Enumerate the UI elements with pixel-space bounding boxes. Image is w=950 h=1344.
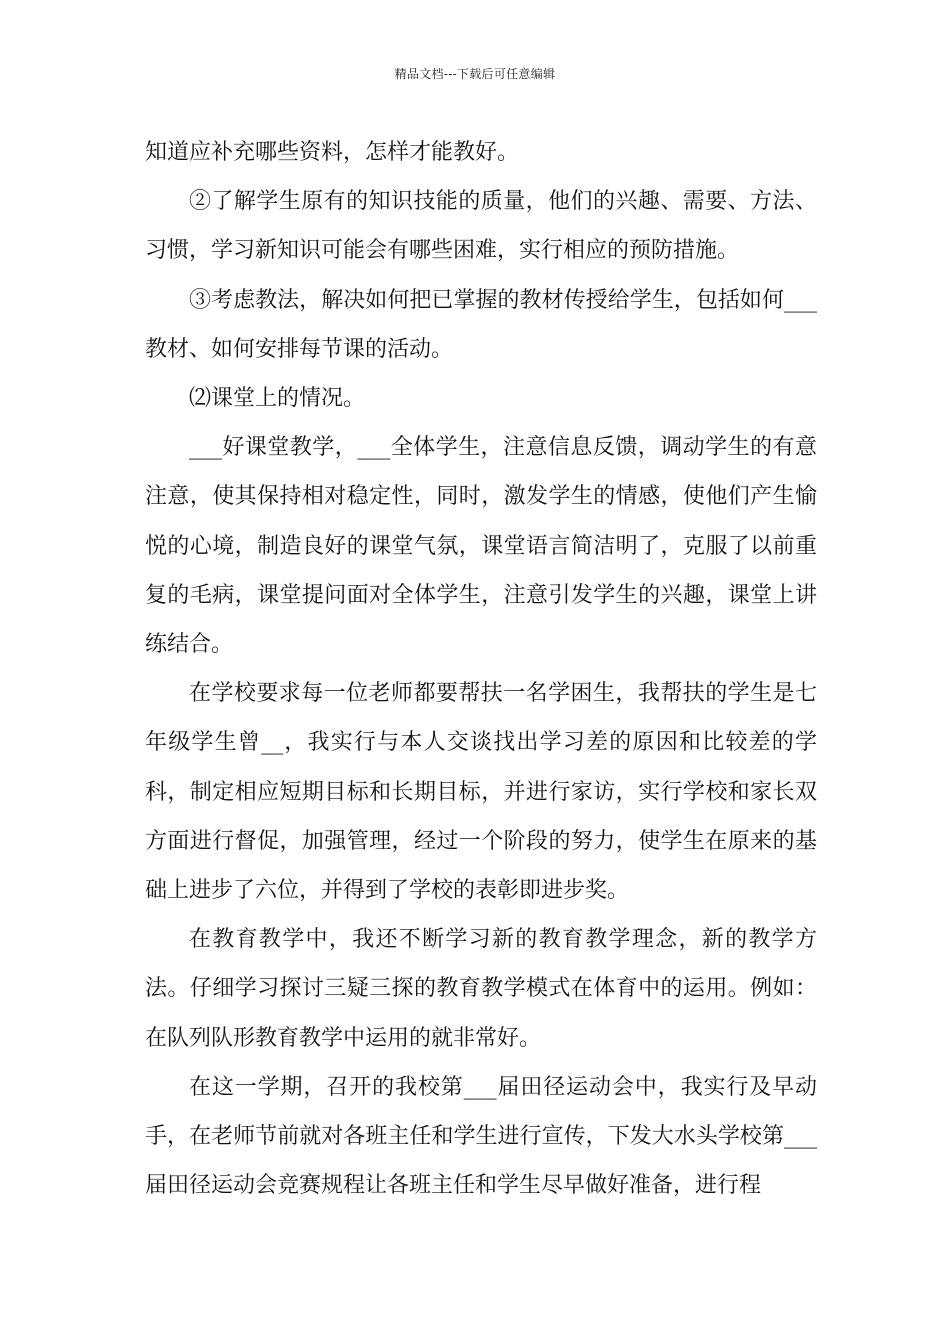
paragraph-5: ___好课堂教学，___全体学生，注意信息反馈，调动学生的有意注意，使其保持相对稳定性，同时，激发学生的情感，使他们产生愉悦的心境，制造良好的课堂气氛，课堂语言简洁明了，克服了以前重复的毛病，课堂提问面对全体学生，注意引发学生的兴趣，课堂上讲练结合。 [145,435,817,658]
paragraph-7: 在教育教学中，我还不断学习新的教育教学理念，新的教学方法。仔细学习探讨三疑三探的教育教学模式在体育中的运用。例如：在队列队形教育教学中运用的就非常好。 [145,927,817,1051]
paragraph-8: 在这一学期，召开的我校第___届田径运动会中，我实行及早动手，在老师节前就对各班主任和学生进行宣传，下发大水头学校第___届田径运动会竞赛规程让各班主任和学生尽早做好准备，进行程 [145,1074,817,1199]
paragraph-1: 知道应补充哪些资料，怎样才能教好。 [145,140,520,165]
paragraph-2: ②了解学生原有的知识技能的质量，他们的兴趣、需要、方法、习惯，学习新知识可能会有哪些困难，实行相应的预防措施。 [145,189,817,264]
paragraph-3: ③考虑教法，解决如何把已掌握的教材传授给学生，包括如何___教材、如何安排每节课的活动。 [145,287,817,362]
page-header: 精品文档---下载后可任意编辑 [394,67,556,81]
paragraph-6: 在学校要求每一位老师都要帮扶一名学困生，我帮扶的学生是七年级学生曾__，我实行与本人交谈找出学习差的原因和比较差的学科，制定相应短期目标和长期目标，并进行家访，实行学校和家长双方面进行督促，加强管理，经过一个阶段的努力，使学生在原来的基础上进步了六位，并得到了学校的表彰即进步奖。 [145,681,817,904]
document-body [145,128,817,1210]
paragraph-4: ⑵课堂上的情况。 [189,386,366,412]
